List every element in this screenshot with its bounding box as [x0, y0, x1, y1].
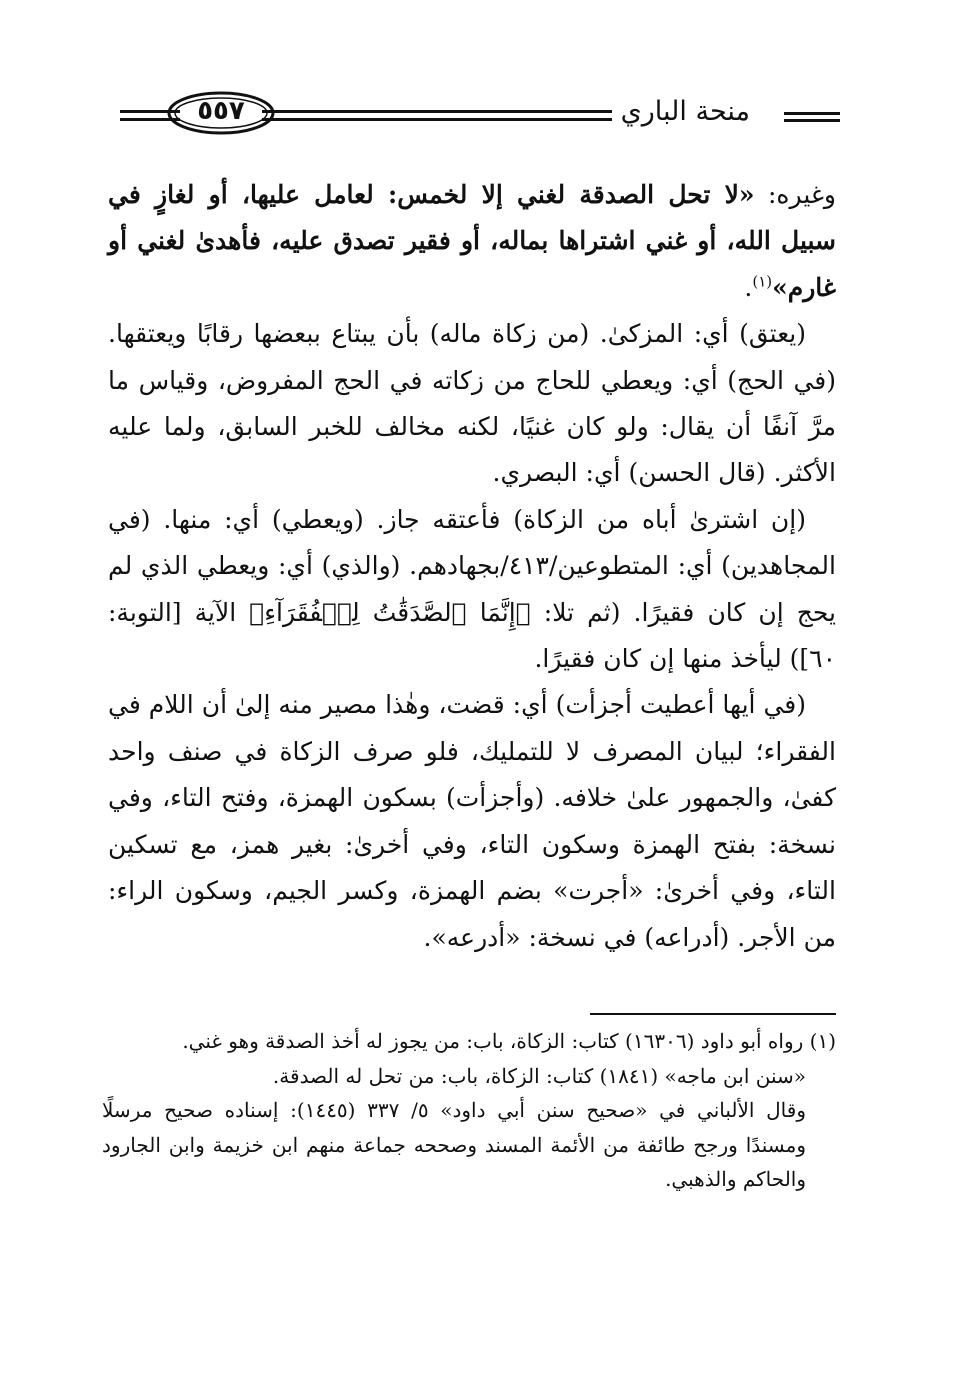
book-title: منحة الباري [620, 96, 750, 127]
header-dash [784, 112, 840, 122]
header-double-rule [262, 110, 612, 122]
paragraph-2: (يعتق) أي: المزكىٰ. (من زكاة ماله) بأن يبتاع ببعضها رقابًا ويعتقها. (في الحج) أي: ويعطي للحاج من زكاته في الحج المفروض، وقياس ما مرَّ آنفًا أن يقال: ولو كان غنيًا، لكنه مخالف للخبر السابق، ولما عليه الأكثر. (قال الحسن) أي: البصري. [108, 319, 836, 488]
footnote-separator [590, 1013, 836, 1015]
page-number: ٥٥٧ [197, 96, 245, 126]
page-number-badge [166, 90, 276, 136]
footnote-1-continued-2: وقال الألباني في «صحيح سنن أبي داود» ٥/ ٣٣٧ (١٤٤٥): إسناده صحيح مرسلًا ومسندًا ورجح طائفة من الأئمة المسند وصححه جماعة منهم ابن خزيمة وابن الجارود والحاكم والذهبي. [102, 1098, 806, 1191]
page-header [120, 90, 840, 150]
footnote-ref: (١) [752, 272, 773, 291]
paragraph-1-end: . [744, 272, 753, 302]
footnote-1: (١) رواه أبو داود (١٦٣٠٦) كتاب: الزكاة، باب: من يجوز له أخذ الصدقة وهو غني. [182, 1029, 836, 1053]
paragraph-1-lead: وغيره: [754, 180, 837, 209]
footnotes [102, 1024, 836, 1197]
paragraph-4: (في أيها أعطيت أجزأت) أي: قضت، وهٰذا مصير منه إلىٰ أن اللام في الفقراء؛ لبيان المصرف لا للتمليك، فلو صرف الزكاة في صنف واحد كفىٰ، والجمهور علىٰ خلافه. (وأجزأت) بسكون الهمزة، وفتح التاء، وفي نسخة: بفتح الهمزة وسكون التاء، وفي أخرىٰ: بغير همز، مع تسكين التاء، وفي أخرىٰ: «أجرت» بضم الهمزة، وكسر الجيم، وسكون الراء: من الأجر. (أدراعه) في نسخة: «أدرعه». [108, 690, 836, 952]
footnote-1-continued: «سنن ابن ماجه» (١٨٤١) كتاب: الزكاة، باب: من تحل له الصدقة. [272, 1063, 806, 1088]
header-left-rule [120, 110, 180, 122]
hadith-quote: «لا تحل الصدقة لغني إلا لخمس: لعامل عليها، أو لغازٍ في سبيل الله، أو غني اشتراها بماله، أو فقير تصدق عليه، فأهدىٰ لغني أو غارم» [108, 180, 836, 302]
paragraph-3: (إن اشترىٰ أباه من الزكاة) فأعتقه جاز. (ويعطي) أي: منها. (في المجاهدين) أي: المتطوعين/٤١٣/بجهادهم. (والذي) أي: ويعطي الذي لم يحج إن كان فقيرًا. (ثم تلا: ﴿إِنَّمَا ٱلصَّدَقَٰتُ لِلۡفُقَرَآءِ﴾ الآية [التوبة: ٦٠]) ليأخذ منها إن كان فقيرًا. [108, 504, 836, 674]
main-text [108, 172, 836, 961]
paragraph-1 [108, 172, 836, 311]
